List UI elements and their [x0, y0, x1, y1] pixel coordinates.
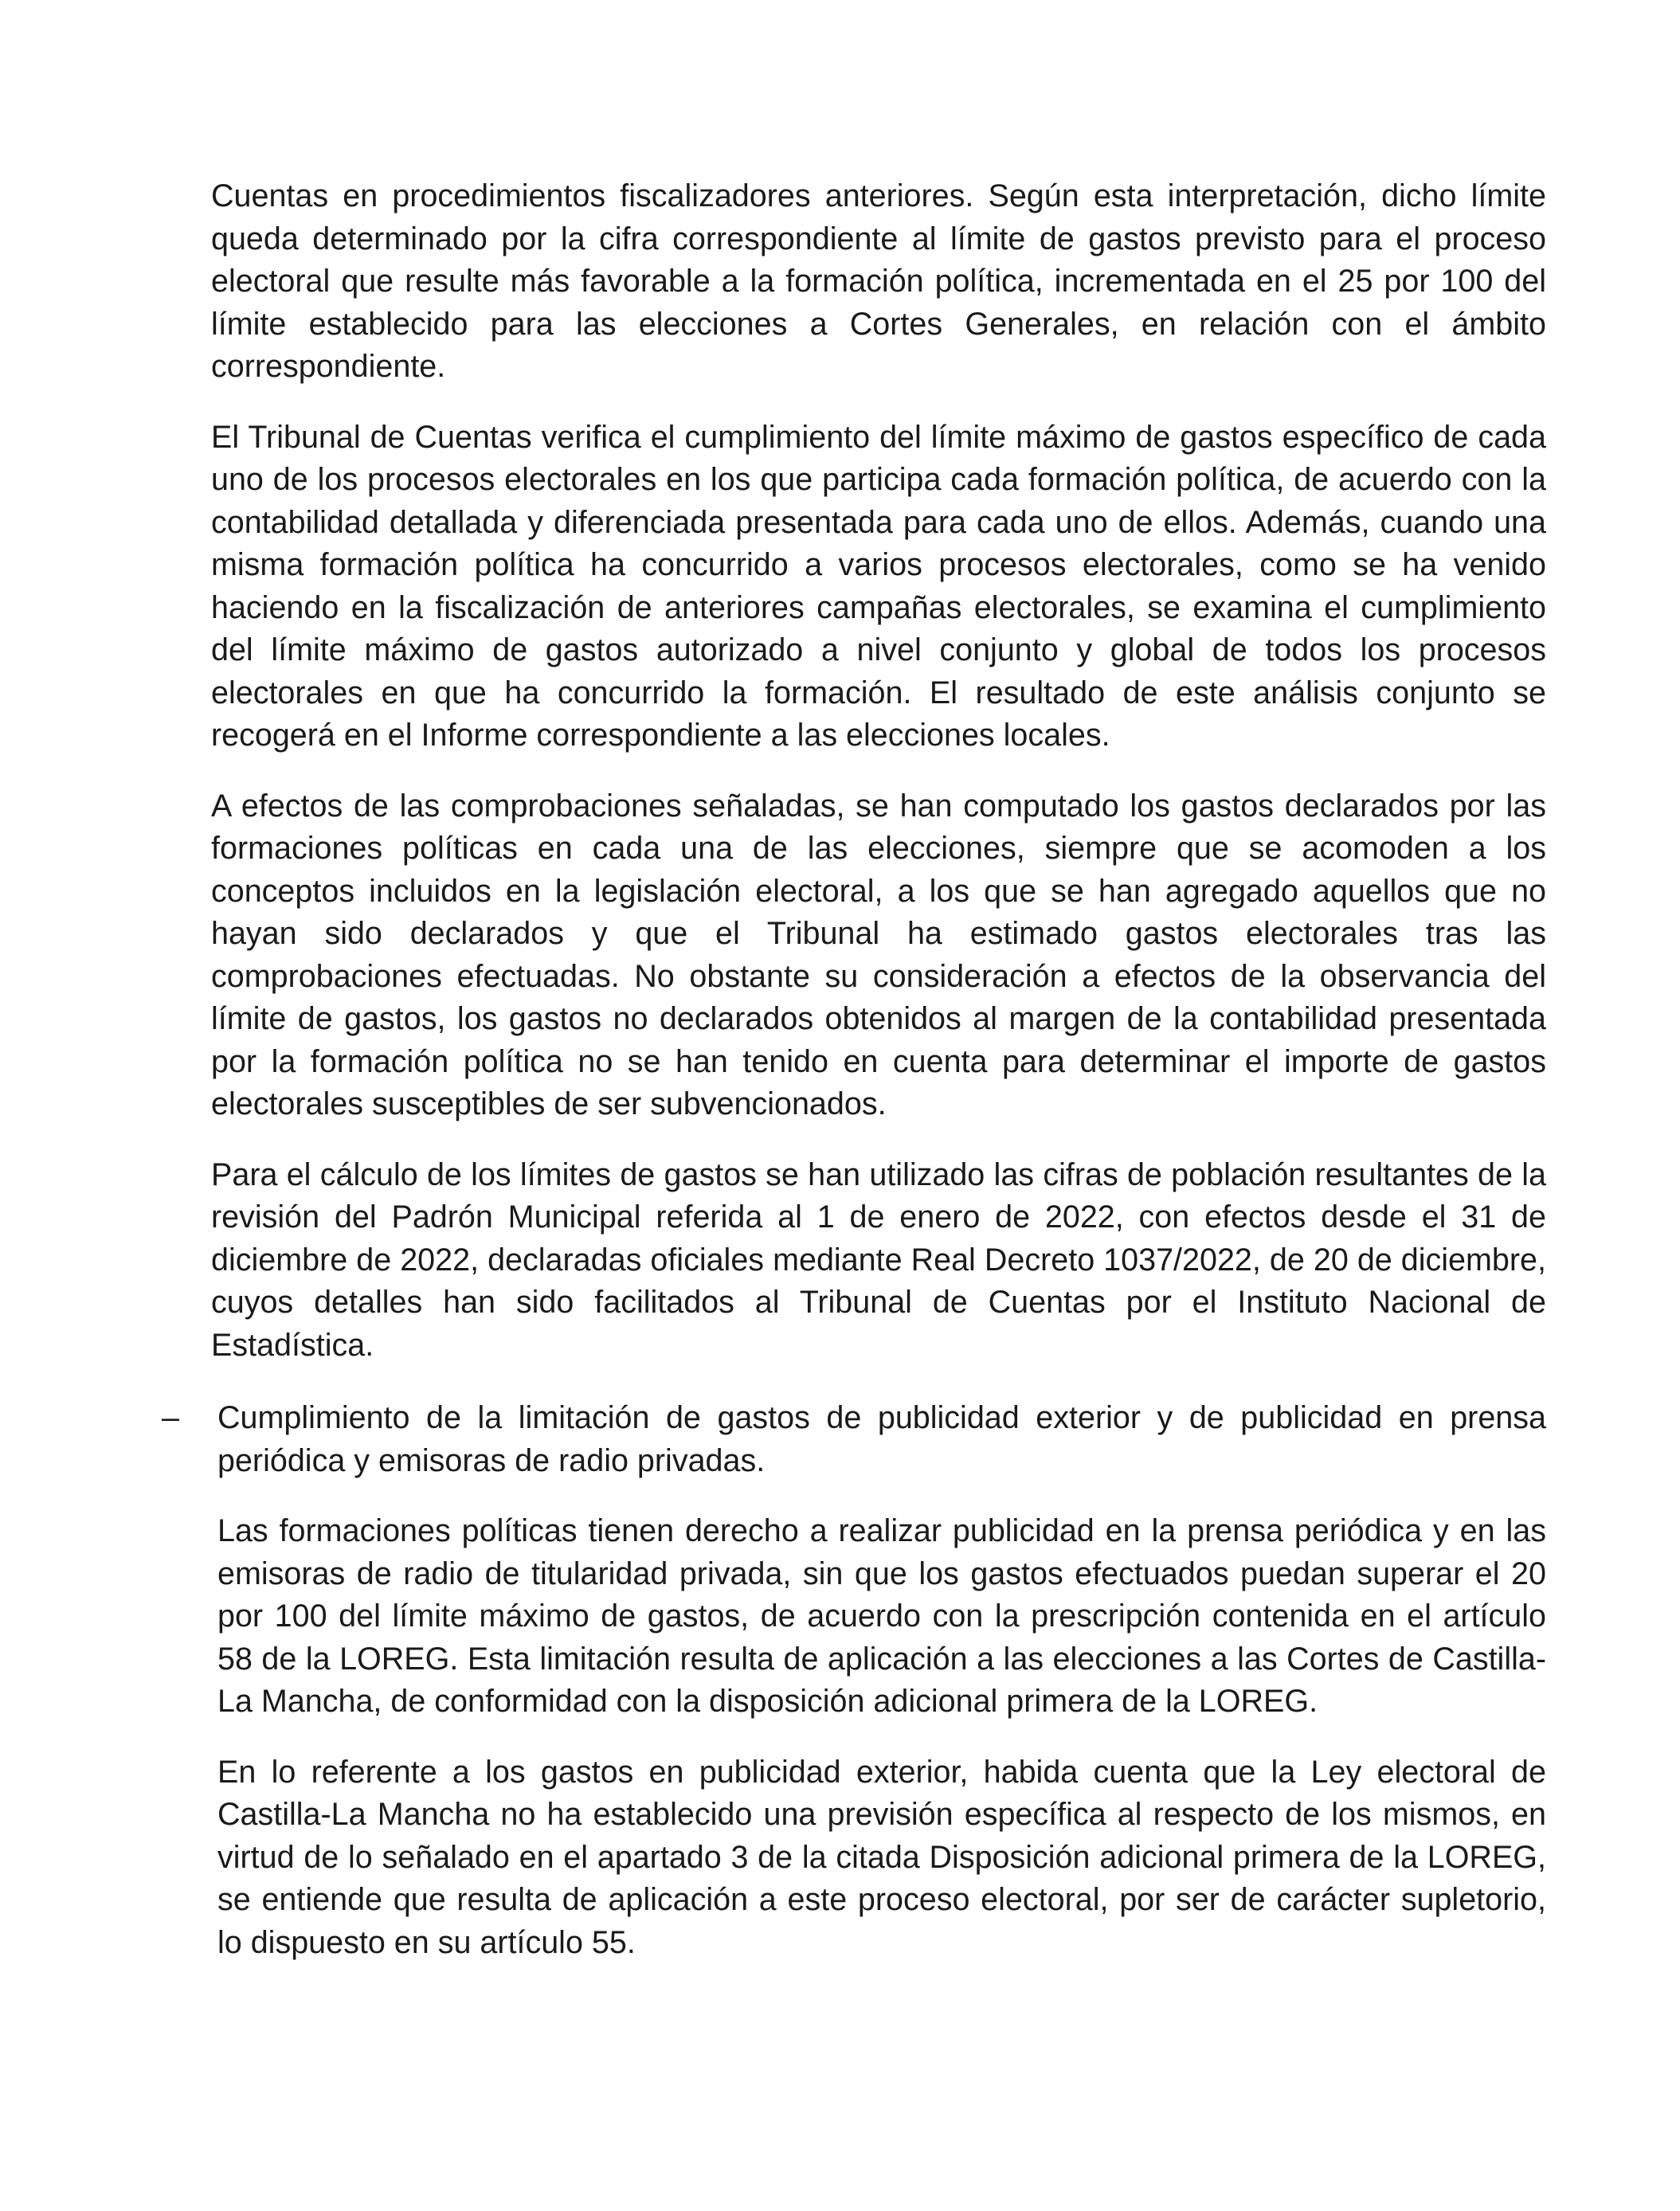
- bullet-advertising-limits: [162, 1397, 1546, 1964]
- paragraph-computed-expenses: A efectos de las comprobaciones señaladas, se han computado los gastos declarados por las formaciones políticas en cada una de las elecciones, siempre que se acomoden a los conceptos incluidos en la legislación electoral, a los que se han agregado aquellos que no hayan sido declarados y que el Tribunal ha estimado gastos electorales tras las comprobaciones efectuadas. No obstante su consideración a efectos de la observancia del límite de gastos, los gastos no declarados obtenidos al margen de la contabilidad presentada por la formación política no se han tenido en cuenta para determinar el importe de gastos electorales susceptibles de ser subvencionados.: [211, 788, 1546, 1121]
- paragraph-press-radio-advertising: Las formaciones políticas tienen derecho a realizar publicidad en la prensa periódica y en las emisoras de radio de titularidad privada, sin que los gastos efectuados puedan superar el 20 por 100 del límite máximo de gastos, de acuerdo con la prescripción contenida en el artículo 58 de la LOREG. Esta limitación resulta de aplicación a las elecciones a las Cortes de Castilla-La Mancha, de conformidad con la disposición adicional primera de la LOREG.: [217, 1513, 1546, 1719]
- paragraph-tribunal-verification: El Tribunal de Cuentas verifica el cumplimiento del límite máximo de gastos específico de cada uno de los procesos electorales en los que participa cada formación política, de acuerdo con la contabilidad detallada y diferenciada presentada para cada uno de ellos. Además, cuando una misma formación política ha concurrido a varios procesos electorales, como se ha venido haciendo en la fiscalización de anteriores campañas electorales, se examina el cumplimiento del límite máximo de gastos autorizado a nivel conjunto y global de todos los procesos electorales en que ha concurrido la formación. El resultado de este análisis conjunto se recogerá en el Informe correspondiente a las elecciones locales.: [211, 419, 1546, 753]
- paragraph-population-figures: Para el cálculo de los límites de gastos se han utilizado las cifras de población resultantes de la revisión del Padrón Municipal referida al 1 de enero de 2022, con efectos desde el 31 de diciembre de 2022, declaradas oficiales mediante Real Decreto 1037/2022, de 20 de diciembre, cuyos detalles han sido facilitados al Tribunal de Cuentas por el Instituto Nacional de Estadística.: [211, 1156, 1546, 1363]
- bullet-heading: Cumplimiento de la limitación de gastos de publicidad exterior y de publicidad en prensa periódica y emisoras de radio privadas.: [217, 1400, 1546, 1478]
- paragraph-limit-interpretation: Cuentas en procedimientos fiscalizadores anteriores. Según esta interpretación, dicho límite queda determinado por la cifra correspondiente al límite de gastos previsto para el proceso electoral que resulte más favorable a la formación política, incrementada en el 25 por 100 del límite establecido para las elecciones a Cortes Generales, en relación con el ámbito correspondiente.: [211, 178, 1546, 384]
- document-page: [162, 175, 1546, 1992]
- dash-bullet-icon: –: [162, 1400, 179, 1435]
- paragraph-outdoor-advertising: En lo referente a los gastos en publicidad exterior, habida cuenta que la Ley electoral de Castilla-La Mancha no ha establecido una previsión específica al respecto de los mismos, en virtud de lo señalado en el apartado 3 de la citada Disposición adicional primera de la LOREG, se entiende que resulta de aplicación a este proceso electoral, por ser de carácter supletorio, lo dispuesto en su artículo 55.: [217, 1754, 1546, 1960]
